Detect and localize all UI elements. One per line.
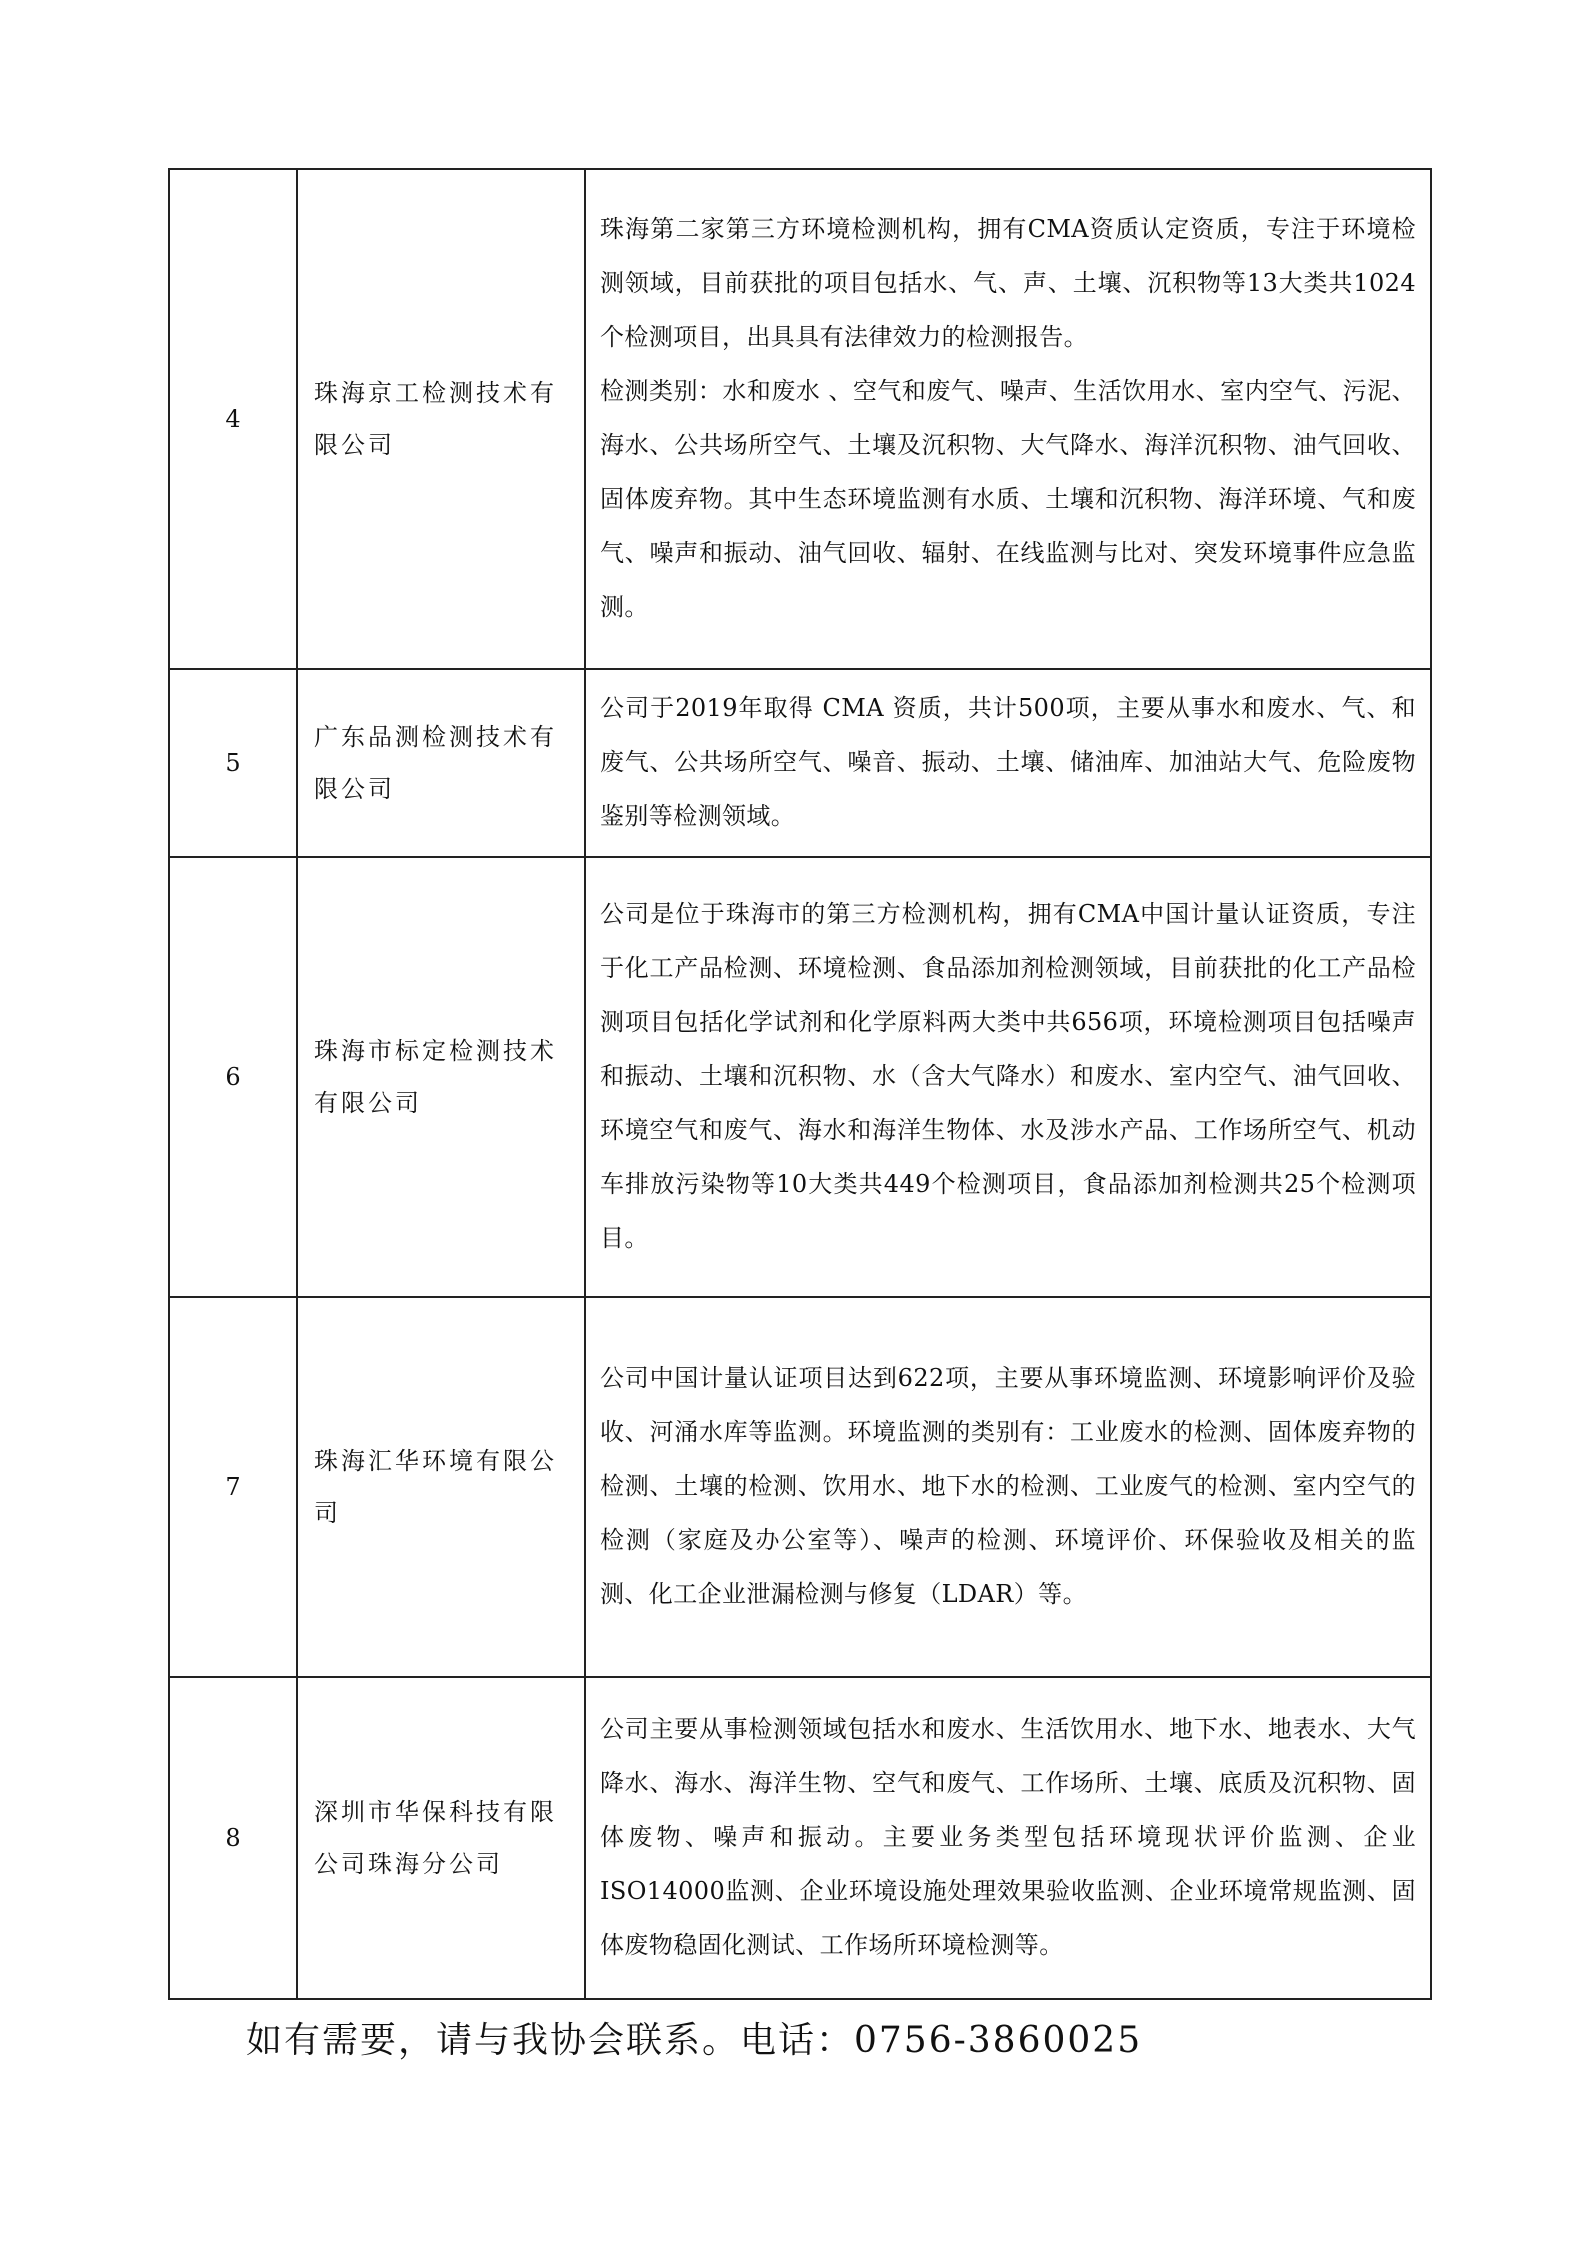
company-name: 珠海京工检测技术有限公司 [297, 169, 585, 669]
company-name: 广东品测检测技术有限公司 [297, 669, 585, 857]
company-name: 珠海汇华环境有限公司 [297, 1297, 585, 1677]
table-row [169, 1297, 1431, 1677]
description-paragraph: 公司中国计量认证项目达到622项，主要从事环境监测、环境影响评价及验收、河涌水库等监测。环境监测的类别有：工业废水的检测、固体废弃物的检测、土壤的检测、饮用水、地下水的检测、工业废气的检测、室内空气的检测（家庭及办公室等）、噪声的检测、环境评价、环保验收及相关的监测、化工企业泄漏检测与修复（LDAR）等。 [600, 1364, 1416, 1608]
company-description [585, 169, 1431, 669]
description-paragraph: 珠海第二家第三方环境检测机构，拥有CMA资质认定资质，专注于环境检测领域，目前获批的项目包括水、气、声、土壤、沉积物等13大类共1024个检测项目，出具具有法律效力的检测报告。 [600, 215, 1416, 351]
table-row [169, 1677, 1431, 1999]
row-number: 7 [169, 1297, 297, 1677]
row-number: 5 [169, 669, 297, 857]
description-paragraph: 检测类别：水和废水 、空气和废气、噪声、生活饮用水、室内空气、污泥、海水、公共场所空气、土壤及沉积物、大气降水、海洋沉积物、油气回收、固体废弃物。其中生态环境监测有水质、土壤和沉积物、海洋环境、气和废气、噪声和振动、油气回收、辐射、在线监测与比对、突发环境事件应急监测。 [600, 377, 1416, 621]
company-description [585, 669, 1431, 857]
table-row [169, 669, 1431, 857]
company-name: 珠海市标定检测技术有限公司 [297, 857, 585, 1297]
company-description [585, 857, 1431, 1297]
description-paragraph: 公司主要从事检测领域包括水和废水、生活饮用水、地下水、地表水、大气降水、海水、海洋生物、空气和废气、工作场所、土壤、底质及沉积物、固体废物、噪声和振动。主要业务类型包括环境现状评价监测、企业ISO14000监测、企业环境设施处理效果验收监测、企业环境常规监测、固体废物稳固化测试、工作场所环境检测等。 [600, 1715, 1416, 1959]
company-name: 深圳市华保科技有限公司珠海分公司 [297, 1677, 585, 1999]
contact-text: 如有需要，请与我协会联系。电话：0756-3860025 [246, 2020, 1143, 2061]
row-number: 6 [169, 857, 297, 1297]
table-row [169, 169, 1431, 669]
row-number: 8 [169, 1677, 297, 1999]
company-description [585, 1297, 1431, 1677]
company-table [168, 168, 1432, 2000]
company-description [585, 1677, 1431, 1999]
description-paragraph: 公司是位于珠海市的第三方检测机构，拥有CMA中国计量认证资质，专注于化工产品检测、环境检测、食品添加剂检测领域，目前获批的化工产品检测项目包括化学试剂和化学原料两大类中共656项，环境检测项目包括噪声和振动、土壤和沉积物、水（含大气降水）和废水、室内空气、油气回收、环境空气和废气、海水和海洋生物体、水及涉水产品、工作场所空气、机动车排放污染物等10大类共449个检测项目，食品添加剂检测共25个检测项目。 [600, 900, 1416, 1252]
table-row [169, 857, 1431, 1297]
company-table-body [169, 169, 1431, 1999]
row-number: 4 [169, 169, 297, 669]
company-table-container [168, 168, 1430, 2000]
contact-footer [246, 2012, 1142, 2063]
description-paragraph: 公司于2019年取得 CMA 资质，共计500项，主要从事水和废水、气、和废气、公共场所空气、噪音、振动、土壤、储油库、加油站大气、危险废物鉴别等检测领域。 [600, 694, 1416, 830]
